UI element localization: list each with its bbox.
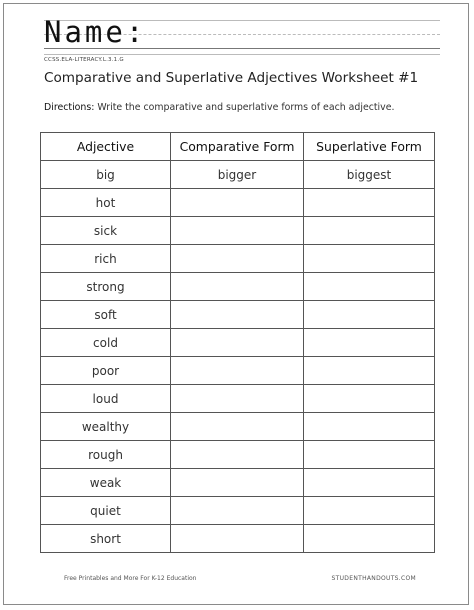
adjective-cell: rich (41, 245, 171, 273)
comparative-answer-cell[interactable] (171, 189, 304, 217)
comparative-answer-cell[interactable] (171, 497, 304, 525)
adjective-cell: weak (41, 469, 171, 497)
adjective-cell: rough (41, 441, 171, 469)
comparative-answer-cell[interactable] (171, 525, 304, 553)
table-row (41, 441, 435, 469)
comparative-answer-cell[interactable] (171, 245, 304, 273)
comparative-answer-cell[interactable] (171, 217, 304, 245)
table-row (41, 245, 435, 273)
table-row (41, 301, 435, 329)
header-comparative: Comparative Form (171, 133, 304, 161)
directions (44, 102, 394, 113)
superlative-answer-cell[interactable] (304, 441, 435, 469)
table-row (41, 217, 435, 245)
comparative-answer-cell[interactable] (171, 329, 304, 357)
directions-label: Directions: (44, 102, 95, 113)
header-adjective: Adjective (41, 133, 171, 161)
comparative-answer-cell[interactable] (171, 301, 304, 329)
superlative-answer-cell[interactable] (304, 217, 435, 245)
table-row (41, 329, 435, 357)
superlative-answer-cell[interactable] (304, 525, 435, 553)
superlative-answer-cell[interactable] (304, 245, 435, 273)
name-label: Name: (44, 15, 147, 49)
handwriting-bottom-line (44, 54, 440, 55)
adjective-cell: big (41, 161, 171, 189)
superlative-answer-cell[interactable] (304, 273, 435, 301)
table-header-row (41, 133, 435, 161)
comparative-answer-cell[interactable]: bigger (171, 161, 304, 189)
superlative-answer-cell[interactable] (304, 469, 435, 497)
directions-text: Write the comparative and superlative forms of each adjective. (94, 102, 395, 113)
superlative-answer-cell[interactable] (304, 413, 435, 441)
comparative-answer-cell[interactable] (171, 357, 304, 385)
superlative-answer-cell[interactable] (304, 497, 435, 525)
comparative-answer-cell[interactable] (171, 385, 304, 413)
standard-code: CCSS.ELA-LITERACY.L.3.1.G (44, 57, 124, 63)
table-row (41, 273, 435, 301)
adjective-cell: loud (41, 385, 171, 413)
superlative-answer-cell[interactable] (304, 189, 435, 217)
superlative-answer-cell[interactable] (304, 385, 435, 413)
adjective-cell: hot (41, 189, 171, 217)
table-row (41, 385, 435, 413)
table-row (41, 357, 435, 385)
table-row (41, 161, 435, 189)
table-row (41, 413, 435, 441)
footer-site: STUDENTHANDOUTS.COM (331, 575, 416, 582)
worksheet-title: Comparative and Superlative Adjectives Worksheet #1 (44, 70, 419, 86)
table-row (41, 497, 435, 525)
superlative-answer-cell[interactable] (304, 329, 435, 357)
adjective-cell: wealthy (41, 413, 171, 441)
adjective-cell: strong (41, 273, 171, 301)
table-row (41, 469, 435, 497)
worksheet-table (40, 132, 435, 553)
header-superlative: Superlative Form (304, 133, 435, 161)
comparative-answer-cell[interactable] (171, 469, 304, 497)
adjective-cell: quiet (41, 497, 171, 525)
adjective-cell: poor (41, 357, 171, 385)
adjective-cell: cold (41, 329, 171, 357)
footer-tagline: Free Printables and More For K-12 Education (64, 575, 197, 582)
superlative-answer-cell[interactable]: biggest (304, 161, 435, 189)
superlative-answer-cell[interactable] (304, 301, 435, 329)
comparative-answer-cell[interactable] (171, 441, 304, 469)
comparative-answer-cell[interactable] (171, 413, 304, 441)
adjective-cell: short (41, 525, 171, 553)
name-writing-area[interactable] (44, 14, 440, 54)
table-row (41, 189, 435, 217)
superlative-answer-cell[interactable] (304, 357, 435, 385)
table-row (41, 525, 435, 553)
adjective-cell: soft (41, 301, 171, 329)
adjective-cell: sick (41, 217, 171, 245)
comparative-answer-cell[interactable] (171, 273, 304, 301)
